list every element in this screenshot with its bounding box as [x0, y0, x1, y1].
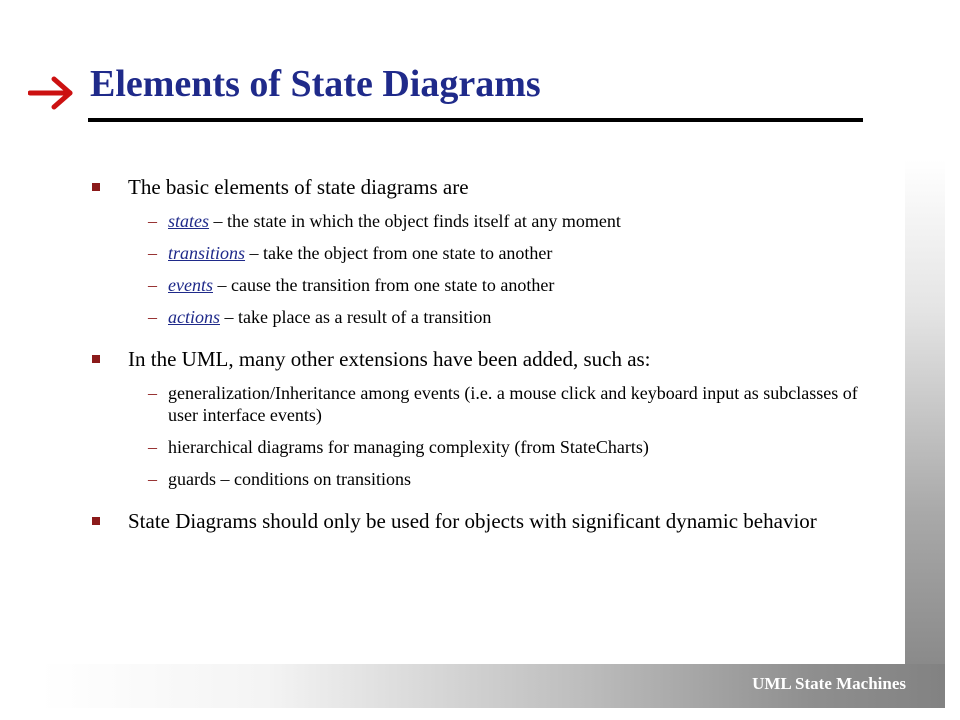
sub-item	[90, 274, 890, 296]
dash-icon: –	[148, 243, 157, 263]
sub-text: hierarchical diagrams for managing complexity (from StateCharts)	[168, 437, 649, 457]
square-bullet-icon	[92, 355, 100, 363]
sub-text: – take place as a result of a transition	[220, 307, 492, 327]
sub-text: guards – conditions on transitions	[168, 469, 411, 489]
gradient-band-right	[905, 160, 945, 664]
sub-list	[90, 382, 890, 490]
slide-title: Elements of State Diagrams	[90, 63, 541, 105]
title-divider	[88, 118, 863, 122]
bullet-list	[90, 174, 890, 544]
term-actions: actions	[168, 307, 220, 327]
bullet-item	[90, 174, 890, 200]
sub-item	[90, 436, 890, 458]
bullet-text: The basic elements of state diagrams are	[128, 175, 469, 199]
arrow-right-icon	[28, 76, 76, 110]
dash-icon: –	[148, 437, 157, 457]
bullet-item	[90, 346, 890, 372]
footer-label: UML State Machines	[752, 674, 906, 693]
sub-list	[90, 210, 890, 328]
bullet-text: State Diagrams should only be used for objects with significant dynamic behavior	[128, 509, 817, 533]
sub-item	[90, 382, 890, 426]
bullet-item	[90, 508, 890, 534]
term-transitions: transitions	[168, 243, 246, 263]
sub-item	[90, 210, 890, 232]
term-events: events	[168, 275, 213, 295]
dash-icon: –	[148, 383, 157, 403]
dash-icon: –	[148, 469, 157, 489]
sub-item	[90, 306, 890, 328]
sub-item	[90, 242, 890, 264]
bullet-text: In the UML, many other extensions have been added, such as:	[128, 347, 651, 371]
dash-icon: –	[148, 211, 157, 231]
sub-text: generalization/Inheritance among events (i.e. a mouse click and keyboard input as subclasses of user interface events)	[168, 383, 858, 425]
sub-text: – cause the transition from one state to another	[212, 275, 555, 295]
square-bullet-icon	[92, 517, 100, 525]
sub-item	[90, 468, 890, 490]
dash-icon: –	[148, 307, 157, 327]
square-bullet-icon	[92, 183, 100, 191]
sub-text: – take the object from one state to another	[245, 243, 553, 263]
term-states: states	[168, 211, 210, 231]
dash-icon: –	[148, 275, 157, 295]
sub-text: – the state in which the object finds itself at any moment	[209, 211, 621, 231]
